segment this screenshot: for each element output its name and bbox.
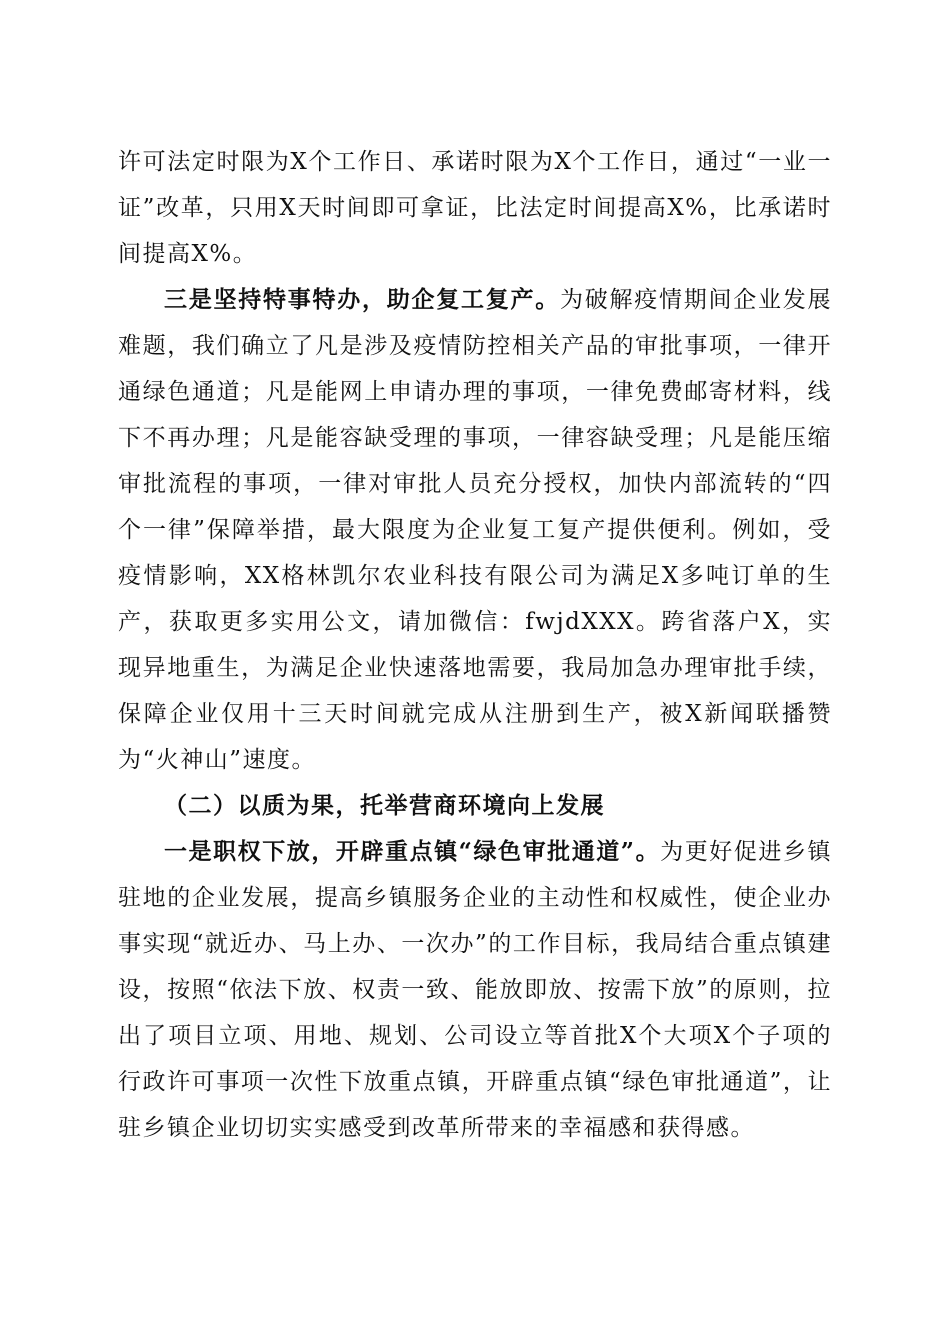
paragraph-special-handling-text: 为破解疫情期间企业发展难题，我们确立了凡是涉及疫情防控相关产品的审批事项，一律开通绿色通道；凡是能网上申请办理的事项，一律免费邮寄材料，线下不再办理；凡是能容缺受理的事项，一律容缺受理；凡是能压缩审批流程的事项，一律对审批人员充分授权，加快内部流转的“四个一律”保障举措，最大限度为企业复工复产提供便利。例如，受疫情影响，XX格林凯尔农业科技有限公司为满足X多吨订单的生产，获取更多实用公文，请加微信：fwjdXXX。跨省落户X，实现异地重生，为满足企业快速落地需要，我局加急办理审批手续，保障企业仅用十三天时间就完成从注册到生产，被X新闻联播赞为“火神山”速度。 [118, 287, 832, 773]
paragraph-delegation [118, 829, 832, 1151]
paragraph-continuation [118, 139, 832, 277]
paragraph-delegation-text: 为更好促进乡镇驻地的企业发展，提高乡镇服务企业的主动性和权威性，使企业办事实现“就近办、马上办、一次办”的工作目标，我局结合重点镇建设，按照“依法下放、权责一致、能放即放、按需下放”的原则，拉出了项目立项、用地、规划、公司设立等首批X个大项X个子项的行政许可事项一次性下放重点镇，开辟重点镇“绿色审批通道”，让驻乡镇企业切切实实感受到改革所带来的幸福感和获得感。 [118, 839, 832, 1141]
paragraph-special-handling [118, 277, 832, 783]
paragraph-continuation-text: 许可法定时限为X个工作日、承诺时限为X个工作日，通过“一业一证”改革，只用X天时间即可拿证，比法定时间提高X%，比承诺时间提高X%。 [118, 149, 832, 267]
document-body [118, 139, 832, 1151]
section-heading: （二）以质为果，托举营商环境向上发展 [164, 792, 605, 819]
paragraph-special-handling-lead: 三是坚持特事特办，助企复工复产。 [164, 286, 560, 313]
paragraph-delegation-lead: 一是职权下放，开辟重点镇“绿色审批通道”。 [164, 838, 661, 865]
